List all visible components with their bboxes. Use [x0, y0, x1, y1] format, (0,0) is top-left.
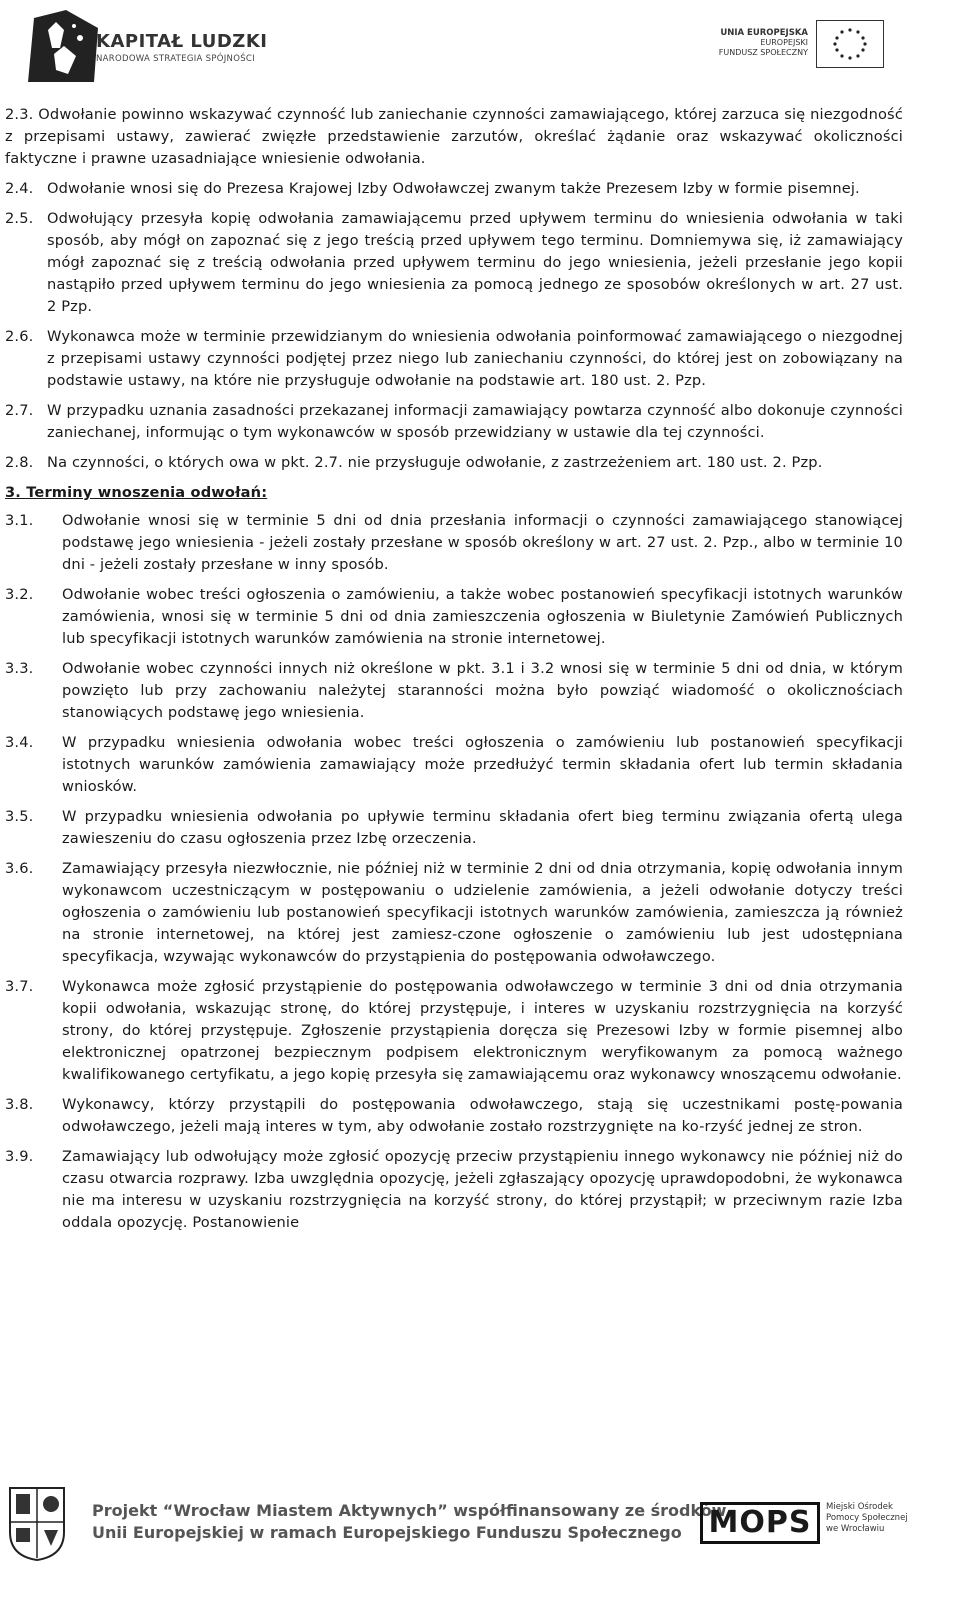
- footer-project-text: [92, 1500, 726, 1544]
- eu-line-3: FUNDUSZ SPOŁECZNY: [718, 48, 808, 57]
- mops-logo: MOPS: [700, 1502, 820, 1544]
- footer-line-1: Projekt “Wrocław Miastem Aktywnych” współfinansowany ze środków: [92, 1501, 727, 1520]
- paragraph-text: W przypadku wniesienia odwołania po upływie terminu składania ofert bieg terminu związania ofertą ulega zawieszeniu do czasu ogłoszenia przez Izbę orzeczenia.: [62, 808, 903, 847]
- page-footer: [0, 1480, 960, 1614]
- paragraph-3-2: [5, 584, 903, 650]
- mops-line-3: we Wrocławiu: [826, 1524, 885, 1534]
- paragraph-text: Zamawiający lub odwołujący może zgłosić opozycję przeciw przystąpieniu innego wykonawcy nie później niż do czasu otwarcia rozprawy. Izba uwzględnia opozycję, jeżeli zgłaszający opozycję uprawdopodobni, że wykonawca nie ma interesu w uzyskaniu rozstrzygnięcia na korzyść strony, do której przystąpił; w przeciwnym razie Izba oddala opozycję. Postanowienie: [62, 1148, 903, 1231]
- kapital-ludzki-text: [96, 32, 268, 64]
- paragraph-number: 3.2.: [5, 586, 34, 603]
- kapital-ludzki-logo: [24, 8, 102, 86]
- section-3-heading: 3. Terminy wnoszenia odwołań:: [5, 484, 268, 501]
- paragraph-3-3: [5, 658, 903, 724]
- eu-line-1: UNIA EUROPEJSKA: [720, 28, 808, 38]
- kapital-ludzki-title: KAPITAŁ LUDZKI: [96, 31, 268, 52]
- mops-line-1: Miejski Ośrodek: [826, 1502, 893, 1512]
- paragraph-2-8: [5, 452, 903, 474]
- paragraph-text: Odwołanie wobec treści ogłoszenia o zamówieniu, a także wobec postanowień specyfikacji istotnych warunków zamówienia, wnosi się w terminie 5 dni od dnia zamieszczenia ogłoszenia w Biuletynie Zamówień Publicznych lub specyfikacji istotnych warunków zamówienia na stronie internetowej.: [62, 586, 903, 647]
- paragraph-text: Wykonawca może w terminie przewidzianym do wniesienia odwołania poinformować zamawiającego o niezgodnej z przepisami ustawy czynności podjętej przez niego lub zaniechaniu czynności, do której jest on zobowiązany na podstawie ustawy, na które nie przysługuje odwołanie na podstawie art. 180 ust. 2. Pzp.: [47, 328, 903, 389]
- paragraph-3-6: [5, 858, 903, 968]
- paragraph-number: 3.5.: [5, 808, 34, 825]
- document-body: [5, 104, 903, 1242]
- paragraph-number: 3.3.: [5, 660, 34, 677]
- paragraph-text: Zamawiający przesyła niezwłocznie, nie później niż w terminie 2 dni od dnia otrzymania, kopię odwołania innym wykonawcom uczestniczącym w postępowaniu o udzielenie zamówienia, a jeżeli odwołanie dotyczy treści ogłoszenia o zamówieniu lub postanowień specyfikacji istotnych warunków zamówienia, zamieszcza ją również na stronie internetowej, na której jest zamiesz-czone ogłoszenie o zamówieniu lub jest udostępniana specyfikacja, wzywając wykonawców do przystąpienia do postępowania odwoławczego.: [62, 860, 903, 965]
- paragraph-3-4: [5, 732, 903, 798]
- section-2: [5, 104, 903, 474]
- paragraph-number: 3.7.: [5, 978, 34, 995]
- paragraph-number: 3.1.: [5, 512, 34, 529]
- paragraph-number: 3.6.: [5, 860, 34, 877]
- paragraph-number: 2.5.: [5, 210, 39, 227]
- kapital-ludzki-subtitle: NARODOWA STRATEGIA SPÓJNOŚCI: [96, 54, 255, 64]
- paragraph-number: 2.4.: [5, 180, 39, 197]
- paragraph-2-6: [5, 326, 903, 392]
- paragraph-3-5: [5, 806, 903, 850]
- paragraph-2-7: [5, 400, 903, 444]
- paragraph-number: 2.6.: [5, 328, 39, 345]
- paragraph-text: Wykonawcy, którzy przystąpili do postępowania odwoławczego, stają się uczestnikami postę-powania odwoławczego, jeżeli mają interes w tym, aby odwołanie zostało rozstrzygnięte na ko-rzyść jednej ze stron.: [62, 1096, 903, 1135]
- paragraph-number: 3.4.: [5, 734, 34, 751]
- mops-line-2: Pomocy Społecznej: [826, 1513, 908, 1523]
- paragraph-text: Na czynności, o których owa w pkt. 2.7. nie przysługuje odwołanie, z zastrzeżeniem art. 180 ust. 2. Pzp.: [47, 454, 823, 471]
- paragraph-number: 2.8.: [5, 454, 39, 471]
- paragraph-number: 2.7.: [5, 402, 39, 419]
- paragraph-text: Odwołanie wnosi się w terminie 5 dni od dnia przesłania informacji o czynności zamawiającego stanowiącej podstawę jego wniesienia - jeżeli zostały przesłane w sposób określony w art. 27 ust. 2. Pzp., albo w terminie 10 dni - jeżeli zostały przesłane w inny sposób.: [62, 512, 903, 573]
- paragraph-number: 3.8.: [5, 1096, 34, 1113]
- paragraph-text: Odwołanie powinno wskazywać czynność lub zaniechanie czynności zamawiającego, której zarzuca się niezgodność z przepisami ustawy, zawierać zwięzłe przedstawienie zarzutów, określać żądanie oraz wskazywać okoliczności faktyczne i prawne uzasadniające wniesienie odwołania.: [5, 106, 903, 167]
- paragraph-number: 3.9.: [5, 1148, 34, 1165]
- paragraph-2-4: [5, 178, 903, 200]
- paragraph-text: Odwołujący przesyła kopię odwołania zamawiającemu przed upływem terminu do wniesienia odwołania w taki sposób, aby mógł on zapoznać się z jego treścią przed upływem tego terminu. Domniemywa się, iż zamawiający mógł zapoznać się z treścią odwołania przed upływem terminu do jego wniesienia, jeżeli przesłanie jego kopii nastąpiło przed upływem terminu do jego wniesienia za pomocą jednego ze sposobów określonych w art. 27 ust. 2 Pzp.: [47, 210, 903, 315]
- paragraph-3-8: [5, 1094, 903, 1138]
- footer-line-2: Unii Europejskiej w ramach Europejskiego Funduszu Społecznego: [92, 1523, 682, 1542]
- paragraph-3-1: [5, 510, 903, 576]
- eu-text-block: [719, 28, 808, 58]
- paragraph-text: Odwołanie wnosi się do Prezesa Krajowej Izby Odwoławczej zwanym także Prezesem Izby w formie pisemnej.: [47, 180, 860, 197]
- paragraph-text: Odwołanie wobec czynności innych niż określone w pkt. 3.1 i 3.2 wnosi się w terminie 5 dni od dnia, w którym powzięto lub przy zachowaniu należytej staranności można było powziąć wiadomość o okolicznościach stanowiących podstawę jego wniesienia.: [62, 660, 903, 721]
- wroclaw-crest-icon: [8, 1486, 66, 1562]
- paragraph-2-3: [5, 104, 903, 170]
- eu-flag-icon: [816, 20, 884, 68]
- paragraph-text: W przypadku uznania zasadności przekazanej informacji zamawiający powtarza czynność albo dokonuje czynności zaniechanej, informując o tym wykonawców w sposób przewidziany w ustawie dla tej czynności.: [47, 402, 903, 441]
- paragraph-3-7: [5, 976, 903, 1086]
- paragraph-2-5: [5, 208, 903, 318]
- eu-line-2: EUROPEJSKI: [760, 38, 808, 47]
- paragraph-text: W przypadku wniesienia odwołania wobec treści ogłoszenia o zamówieniu lub postanowień specyfikacji istotnych warunków zamówienia zamawiający może przedłużyć termin składania ofert lub termin składania wniosków.: [62, 734, 903, 795]
- page-header: [0, 0, 960, 96]
- paragraph-number: 2.3.: [5, 106, 39, 123]
- paragraph-3-9: [5, 1146, 903, 1234]
- section-3: [5, 510, 903, 1234]
- mops-text-block: [826, 1502, 908, 1535]
- paragraph-text: Wykonawca może zgłosić przystąpienie do postępowania odwoławczego w terminie 3 dni od dnia otrzymania kopii odwołania, wskazując stronę, do której przystępuje, i interes w uzyskaniu rozstrzygnięcia na korzyść strony, do której przystępuje. Zgłoszenie przystąpienia doręcza się Prezesowi Izby w formie pisemnej albo elektronicznej opatrzonej bezpiecznym podpisem elektronicznym weryfikowanym za pomocą ważnego kwalifikowanego certyfikatu, a jego kopię przesyła się zamawiającemu oraz wykonawcy wnoszącemu odwołanie.: [62, 978, 903, 1083]
